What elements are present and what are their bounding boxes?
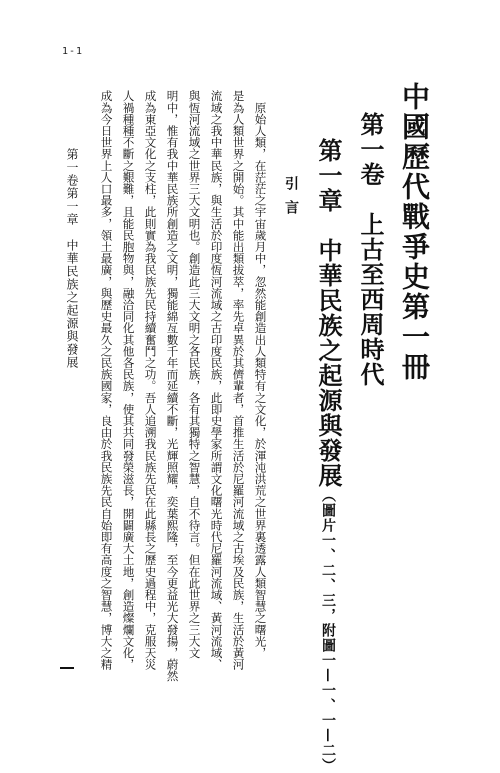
body-text-column: 成為今日世界上人口最多，領土最廣，與歷史最久之民族國家，良由於我民族先民自始即有高度之智慧，博大之精: [99, 90, 114, 670]
body-text-column: 與恆河流域之世界三大文明也。創造此三大文明之各民族，各有其獨特之智慧，自不待言。但在此世界之三大文: [187, 90, 202, 659]
chapter-figure-note: （圖片一、二、三，附圖一—一、一—二）: [320, 488, 336, 773]
section-title: 引言: [283, 176, 299, 224]
volume-title: 第一卷 上古至西周時代: [356, 112, 385, 387]
body-text-column: 人禍種種不斷之艱難，且能民胞物與，融洽同化其他各民族，使其共同發榮滋長，開闢廣大土地，創造燦爛文化，: [121, 90, 136, 670]
page-number: [60, 667, 74, 669]
corner-mark: 1-1: [62, 46, 84, 57]
body-text-column: 明中，惟有我中華民族所創造之文明，獨能綿亙數千年而延續不斷，光輝照耀，奕葉熙隆，至今更益光大發揚，蔚然: [165, 90, 180, 682]
running-footer-title: 第一卷第一章 中華民族之起源與發展: [65, 148, 79, 369]
body-text-column: 原始人類，在茫茫之宇宙歲月中，忽然能創造出人類特有之文化，於渾沌洪荒之世界裏透露人類智慧之曙光，: [253, 90, 268, 659]
body-text-column: 成為東亞文化之支柱，此則實為我民族先民持續奮鬥之功。吾人追溯我民族先民在此縣長之歷史過程中，克服天災: [143, 90, 158, 670]
body-text-column: 是為人類世界之開始。其中能出類拔萃，率先卓異於其儕輩者，首推生活於尼羅河流域之古埃及民族，生活於黃河: [231, 90, 246, 670]
book-title: 中國歷代戰爭史第一冊: [398, 82, 431, 382]
chapter-heading: [314, 138, 343, 773]
body-text-column: 流域之我中華民族，與生活於印度恆河流域之古印度民族，此即史學家所謂文化曙光時代尼羅河流域、黃河流域、: [209, 90, 224, 670]
chapter-title: 第一章 中華民族之起源與發展: [314, 138, 343, 488]
